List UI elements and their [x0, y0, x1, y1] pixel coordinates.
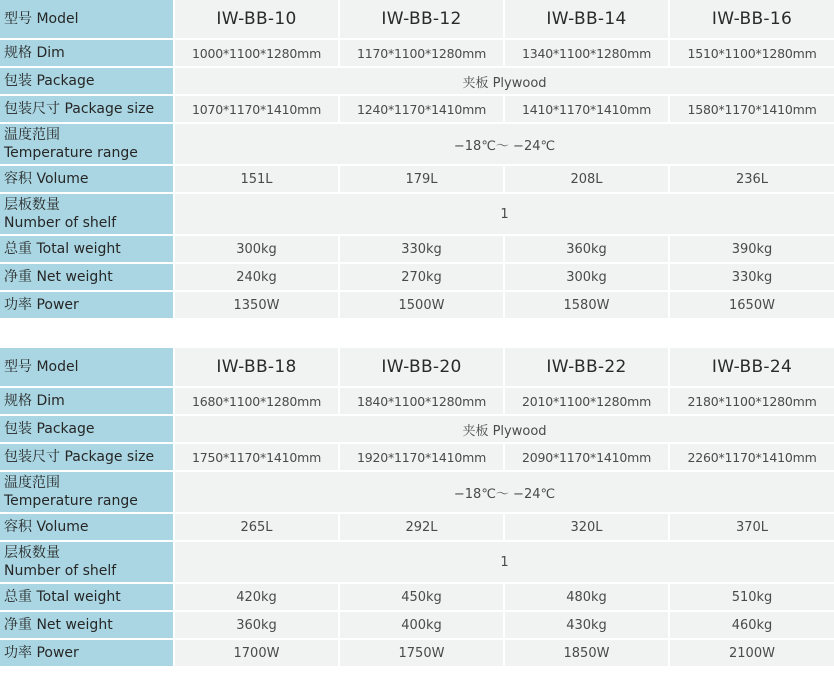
dim-cell: 1170*1100*1280mm: [340, 40, 505, 68]
total-weight-cell: 390kg: [670, 236, 834, 264]
package-cell: 夹板 Plywood: [175, 68, 834, 96]
label-temperature-en: Temperature range: [4, 493, 138, 509]
package-size-cell: 1070*1170*1410mm: [175, 96, 340, 124]
power-cell: 1650W: [670, 292, 834, 320]
row-volume: [0, 166, 834, 194]
dim-cell: 2180*1100*1280mm: [670, 388, 834, 416]
volume-cell: 208L: [505, 166, 670, 194]
package-cell: 夹板 Plywood: [175, 416, 834, 444]
label-shelf: [0, 542, 175, 584]
label-shelf: [0, 194, 175, 236]
dim-cell: 1840*1100*1280mm: [340, 388, 505, 416]
label-package: 包装 Package: [0, 416, 175, 444]
spec-table-2: [0, 348, 834, 668]
power-cell: 1700W: [175, 640, 340, 668]
label-shelf-cn: 层板数量: [4, 545, 60, 561]
power-cell: 1750W: [340, 640, 505, 668]
row-package-size: [0, 96, 834, 124]
net-weight-cell: 430kg: [505, 612, 670, 640]
row-total-weight: [0, 236, 834, 264]
model-cell: IW-BB-12: [340, 0, 505, 40]
row-package: [0, 416, 834, 444]
volume-cell: 370L: [670, 514, 834, 542]
volume-cell: 179L: [340, 166, 505, 194]
label-total-weight: 总重 Total weight: [0, 584, 175, 612]
label-temperature-en: Temperature range: [4, 145, 138, 161]
row-power: [0, 640, 834, 668]
dim-cell: 1340*1100*1280mm: [505, 40, 670, 68]
model-cell: IW-BB-14: [505, 0, 670, 40]
row-net-weight: [0, 264, 834, 292]
package-size-cell: 1580*1170*1410mm: [670, 96, 834, 124]
label-net-weight: 净重 Net weight: [0, 612, 175, 640]
power-cell: 1500W: [340, 292, 505, 320]
label-power: 功率 Power: [0, 292, 175, 320]
volume-cell: 151L: [175, 166, 340, 194]
package-size-cell: 1920*1170*1410mm: [340, 444, 505, 472]
model-cell: IW-BB-22: [505, 348, 670, 388]
label-volume: 容积 Volume: [0, 166, 175, 194]
model-cell: IW-BB-16: [670, 0, 834, 40]
total-weight-cell: 450kg: [340, 584, 505, 612]
label-total-weight: 总重 Total weight: [0, 236, 175, 264]
spec-table-1: [0, 0, 834, 320]
package-size-cell: 2260*1170*1410mm: [670, 444, 834, 472]
package-size-cell: 1410*1170*1410mm: [505, 96, 670, 124]
label-net-weight: 净重 Net weight: [0, 264, 175, 292]
row-net-weight: [0, 612, 834, 640]
label-package-size: 包装尺寸 Package size: [0, 96, 175, 124]
row-power: [0, 292, 834, 320]
net-weight-cell: 460kg: [670, 612, 834, 640]
row-temperature: [0, 472, 834, 514]
total-weight-cell: 510kg: [670, 584, 834, 612]
model-cell: IW-BB-18: [175, 348, 340, 388]
power-cell: 2100W: [670, 640, 834, 668]
row-shelf: [0, 542, 834, 584]
package-size-cell: 2090*1170*1410mm: [505, 444, 670, 472]
row-shelf: [0, 194, 834, 236]
dim-cell: 2010*1100*1280mm: [505, 388, 670, 416]
label-shelf-en: Number of shelf: [4, 563, 117, 579]
label-package: 包装 Package: [0, 68, 175, 96]
shelf-cell: 1: [175, 542, 834, 584]
row-volume: [0, 514, 834, 542]
power-cell: 1850W: [505, 640, 670, 668]
dim-cell: 1000*1100*1280mm: [175, 40, 340, 68]
row-model: [0, 0, 834, 40]
total-weight-cell: 330kg: [340, 236, 505, 264]
table-gap: [0, 320, 834, 348]
model-cell: IW-BB-24: [670, 348, 834, 388]
net-weight-cell: 270kg: [340, 264, 505, 292]
row-model: [0, 348, 834, 388]
label-model: 型号 Model: [0, 0, 175, 40]
label-power: 功率 Power: [0, 640, 175, 668]
power-cell: 1580W: [505, 292, 670, 320]
label-shelf-en: Number of shelf: [4, 215, 117, 231]
label-dim: 规格 Dim: [0, 388, 175, 416]
row-dim: [0, 40, 834, 68]
temperature-cell: −18℃～ −24℃: [175, 124, 834, 166]
label-dim: 规格 Dim: [0, 40, 175, 68]
net-weight-cell: 300kg: [505, 264, 670, 292]
package-size-cell: 1750*1170*1410mm: [175, 444, 340, 472]
package-size-cell: 1240*1170*1410mm: [340, 96, 505, 124]
net-weight-cell: 330kg: [670, 264, 834, 292]
temperature-cell: −18℃～ −24℃: [175, 472, 834, 514]
net-weight-cell: 360kg: [175, 612, 340, 640]
volume-cell: 265L: [175, 514, 340, 542]
model-cell: IW-BB-20: [340, 348, 505, 388]
total-weight-cell: 360kg: [505, 236, 670, 264]
row-package: [0, 68, 834, 96]
total-weight-cell: 300kg: [175, 236, 340, 264]
volume-cell: 320L: [505, 514, 670, 542]
power-cell: 1350W: [175, 292, 340, 320]
row-total-weight: [0, 584, 834, 612]
label-temperature: [0, 124, 175, 166]
volume-cell: 236L: [670, 166, 834, 194]
volume-cell: 292L: [340, 514, 505, 542]
label-volume: 容积 Volume: [0, 514, 175, 542]
label-shelf-cn: 层板数量: [4, 197, 60, 213]
row-package-size: [0, 444, 834, 472]
row-dim: [0, 388, 834, 416]
label-package-size: 包装尺寸 Package size: [0, 444, 175, 472]
model-cell: IW-BB-10: [175, 0, 340, 40]
label-temperature-cn: 温度范围: [4, 127, 60, 143]
net-weight-cell: 240kg: [175, 264, 340, 292]
dim-cell: 1510*1100*1280mm: [670, 40, 834, 68]
total-weight-cell: 420kg: [175, 584, 340, 612]
dim-cell: 1680*1100*1280mm: [175, 388, 340, 416]
shelf-cell: 1: [175, 194, 834, 236]
row-temperature: [0, 124, 834, 166]
label-model: 型号 Model: [0, 348, 175, 388]
label-temperature: [0, 472, 175, 514]
net-weight-cell: 400kg: [340, 612, 505, 640]
total-weight-cell: 480kg: [505, 584, 670, 612]
label-temperature-cn: 温度范围: [4, 475, 60, 491]
